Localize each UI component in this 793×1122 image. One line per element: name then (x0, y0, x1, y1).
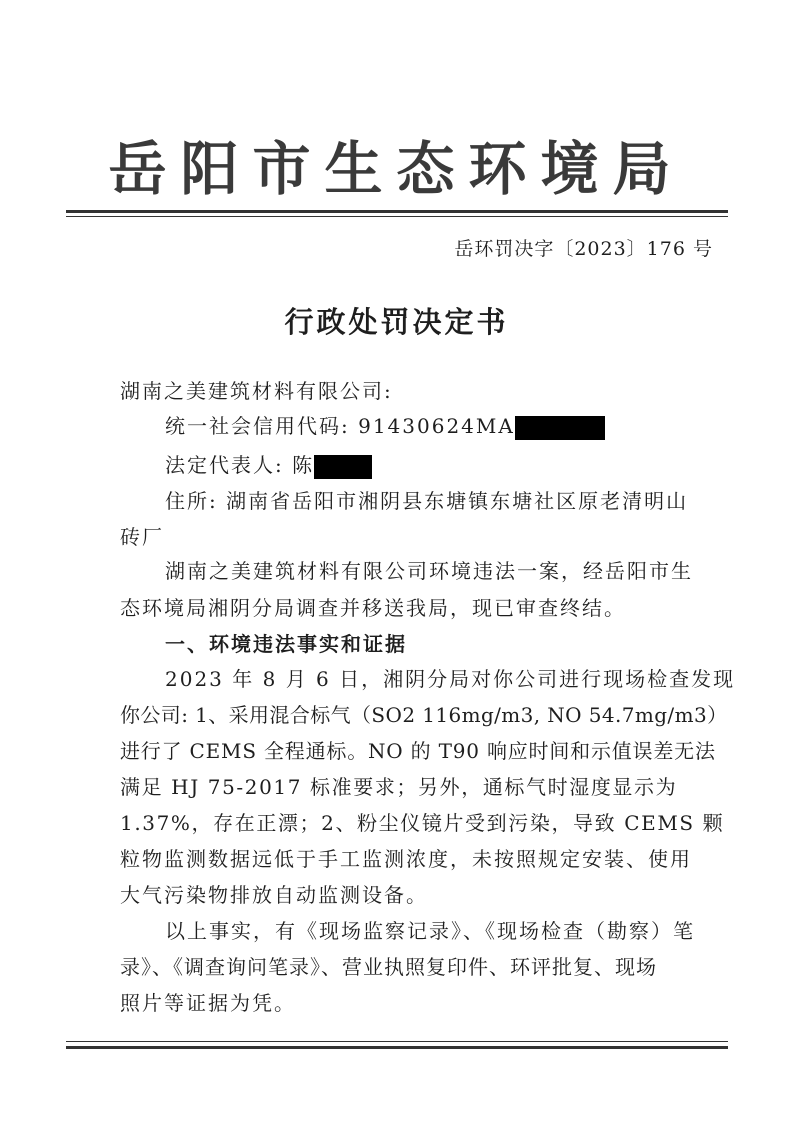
document-number: 岳环罚决字〔2023〕176 号 (454, 238, 713, 260)
representative-text: 法定代表人: 陈 (165, 453, 315, 477)
credit-code-text: 统一社会信用代码: 91430624MA (165, 414, 515, 438)
fact-line: 进行了 CEMS 全程通标。NO 的 T90 响应时间和示值误差无法 (120, 739, 716, 763)
representative-line (165, 452, 372, 479)
redaction-bar (515, 416, 605, 440)
evidence-line: 以上事实，有《现场监察记录》、《现场检查（勘察）笔 (165, 919, 695, 943)
footer-rule-thin (66, 1041, 728, 1042)
fact-line: 大气污染物排放自动监测设备。 (120, 883, 428, 907)
redaction-bar (314, 455, 372, 479)
party-name: 湖南之美建筑材料有限公司: (120, 379, 393, 403)
document-title: 行政处罚决定书 (284, 305, 509, 339)
header-rule-thin (66, 216, 728, 217)
fact-line: 粒物监测数据远低于手工监测浓度，未按照规定安装、使用 (120, 847, 692, 871)
address-line-2: 砖厂 (120, 525, 164, 549)
agency-letterhead: 岳阳市生态环境局 (108, 135, 685, 203)
header-rule-thick (66, 210, 728, 213)
intro-line-1: 湖南之美建筑材料有限公司环境违法一案，经岳阳市生 (165, 559, 693, 583)
fact-line: 你公司: 1、采用混合标气（SO2 116mg/m3, NO 54.7mg/m3） (120, 703, 728, 727)
fact-line: 1.37%，存在正漂；2、粉尘仪镜片受到污染，导致 CEMS 颗 (120, 811, 725, 835)
fact-line: 满足 HJ 75-2017 标准要求；另外，通标气时湿度显示为 (120, 775, 678, 799)
evidence-line: 录》、《调查询问笔录》、营业执照复印件、环评批复、现场 (120, 955, 657, 979)
footer-rule-thick (66, 1046, 728, 1049)
fact-line: 2023 年 8 月 6 日，湘阴分局对你公司进行现场检查发现 (165, 667, 736, 691)
intro-line-2: 态环境局湘阴分局调查并移送我局，现已审查终结。 (120, 596, 626, 620)
evidence-line: 照片等证据为凭。 (120, 991, 296, 1015)
address-line-1: 住所: 湖南省岳阳市湘阴县东塘镇东塘社区原老清明山 (165, 489, 689, 513)
credit-code-line (165, 413, 605, 440)
section-heading: 一、环境违法事实和证据 (165, 632, 407, 656)
